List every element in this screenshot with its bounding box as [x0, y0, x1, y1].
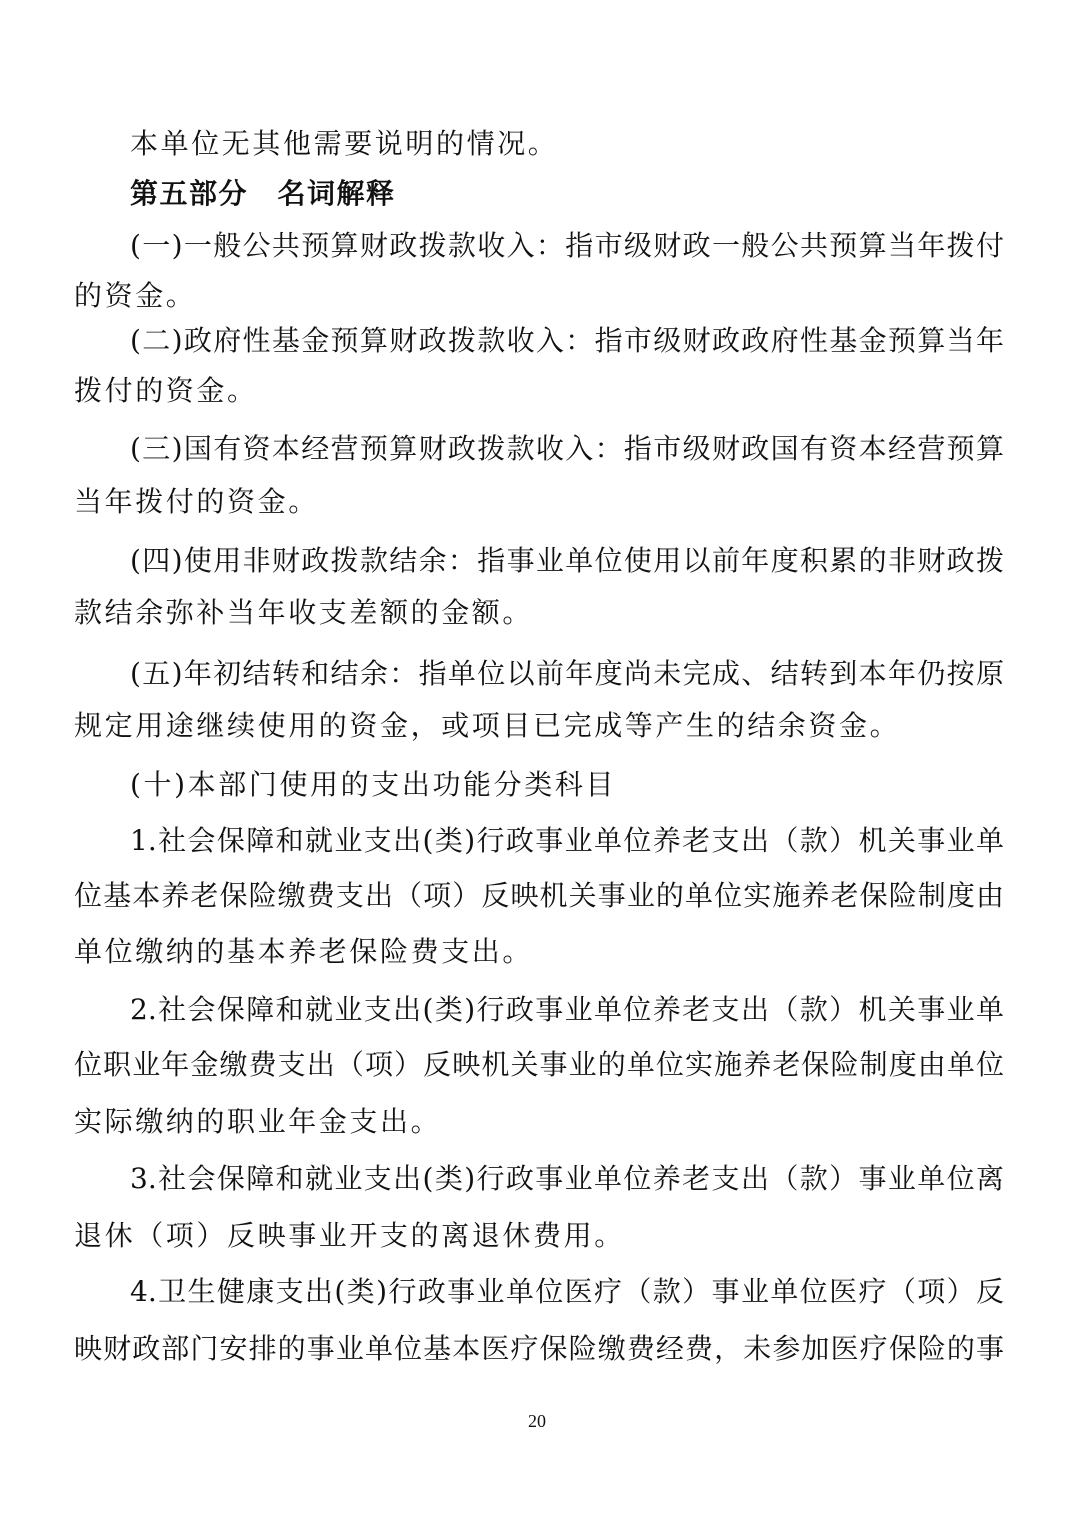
definition-4-line-2: 款结余弥补当年收支差额的金额。 — [74, 596, 534, 629]
item-4-line-1: 4.卫生健康支出(类)行政事业单位医疗（款）事业单位医疗（项）反 — [130, 1275, 1004, 1308]
definition-5-line-2: 规定用途继续使用的资金，或项目已完成等产生的结余资金。 — [74, 709, 901, 742]
item-1-line-3: 单位缴纳的基本养老保险费支出。 — [74, 935, 534, 968]
definition-3-line-1: (三)国有资本经营预算财政拨款收入：指市级财政国有资本经营预算 — [130, 432, 1004, 465]
item-2-line-3: 实际缴纳的职业年金支出。 — [74, 1105, 442, 1138]
item-1-line-1: 1.社会保障和就业支出(类)行政事业单位养老支出（款）机关事业单 — [130, 824, 1004, 857]
item-2-line-2: 位职业年金缴费支出（项）反映机关事业的单位实施养老保险制度由单位 — [74, 1048, 1004, 1081]
definition-1-line-2: 的资金。 — [74, 279, 197, 312]
section-heading: 第五部分 名词解释 — [130, 177, 396, 210]
item-2-line-1: 2.社会保障和就业支出(类)行政事业单位养老支出（款）机关事业单 — [130, 993, 1004, 1026]
item-3-line-2: 退休（项）反映事业开支的离退休费用。 — [74, 1219, 625, 1252]
item-1-line-2: 位基本养老保险缴费支出（项）反映机关事业的单位实施养老保险制度由 — [74, 879, 1004, 912]
function-category-heading: (十)本部门使用的支出功能分类科目 — [130, 768, 617, 801]
definition-2-line-2: 拨付的资金。 — [74, 374, 258, 407]
closing-statement: 本单位无其他需要说明的情况。 — [130, 127, 559, 160]
definition-3-line-2: 当年拨付的资金。 — [74, 485, 319, 518]
definition-5-line-1: (五)年初结转和结余：指单位以前年度尚未完成、结转到本年仍按原 — [130, 657, 1004, 690]
definition-2-line-1: (二)政府性基金预算财政拨款收入：指市级财政政府性基金预算当年 — [130, 324, 1004, 357]
page-number: 20 — [528, 1411, 546, 1431]
definition-4-line-1: (四)使用非财政拨款结余：指事业单位使用以前年度积累的非财政拨 — [130, 544, 1004, 577]
item-4-line-2: 映财政部门安排的事业单位基本医疗保险缴费经费，未参加医疗保险的事 — [74, 1332, 1004, 1365]
definition-1-line-1: (一)一般公共预算财政拨款收入：指市级财政一般公共预算当年拨付 — [130, 229, 1004, 262]
item-3-line-1: 3.社会保障和就业支出(类)行政事业单位养老支出（款）事业单位离 — [130, 1162, 1004, 1195]
